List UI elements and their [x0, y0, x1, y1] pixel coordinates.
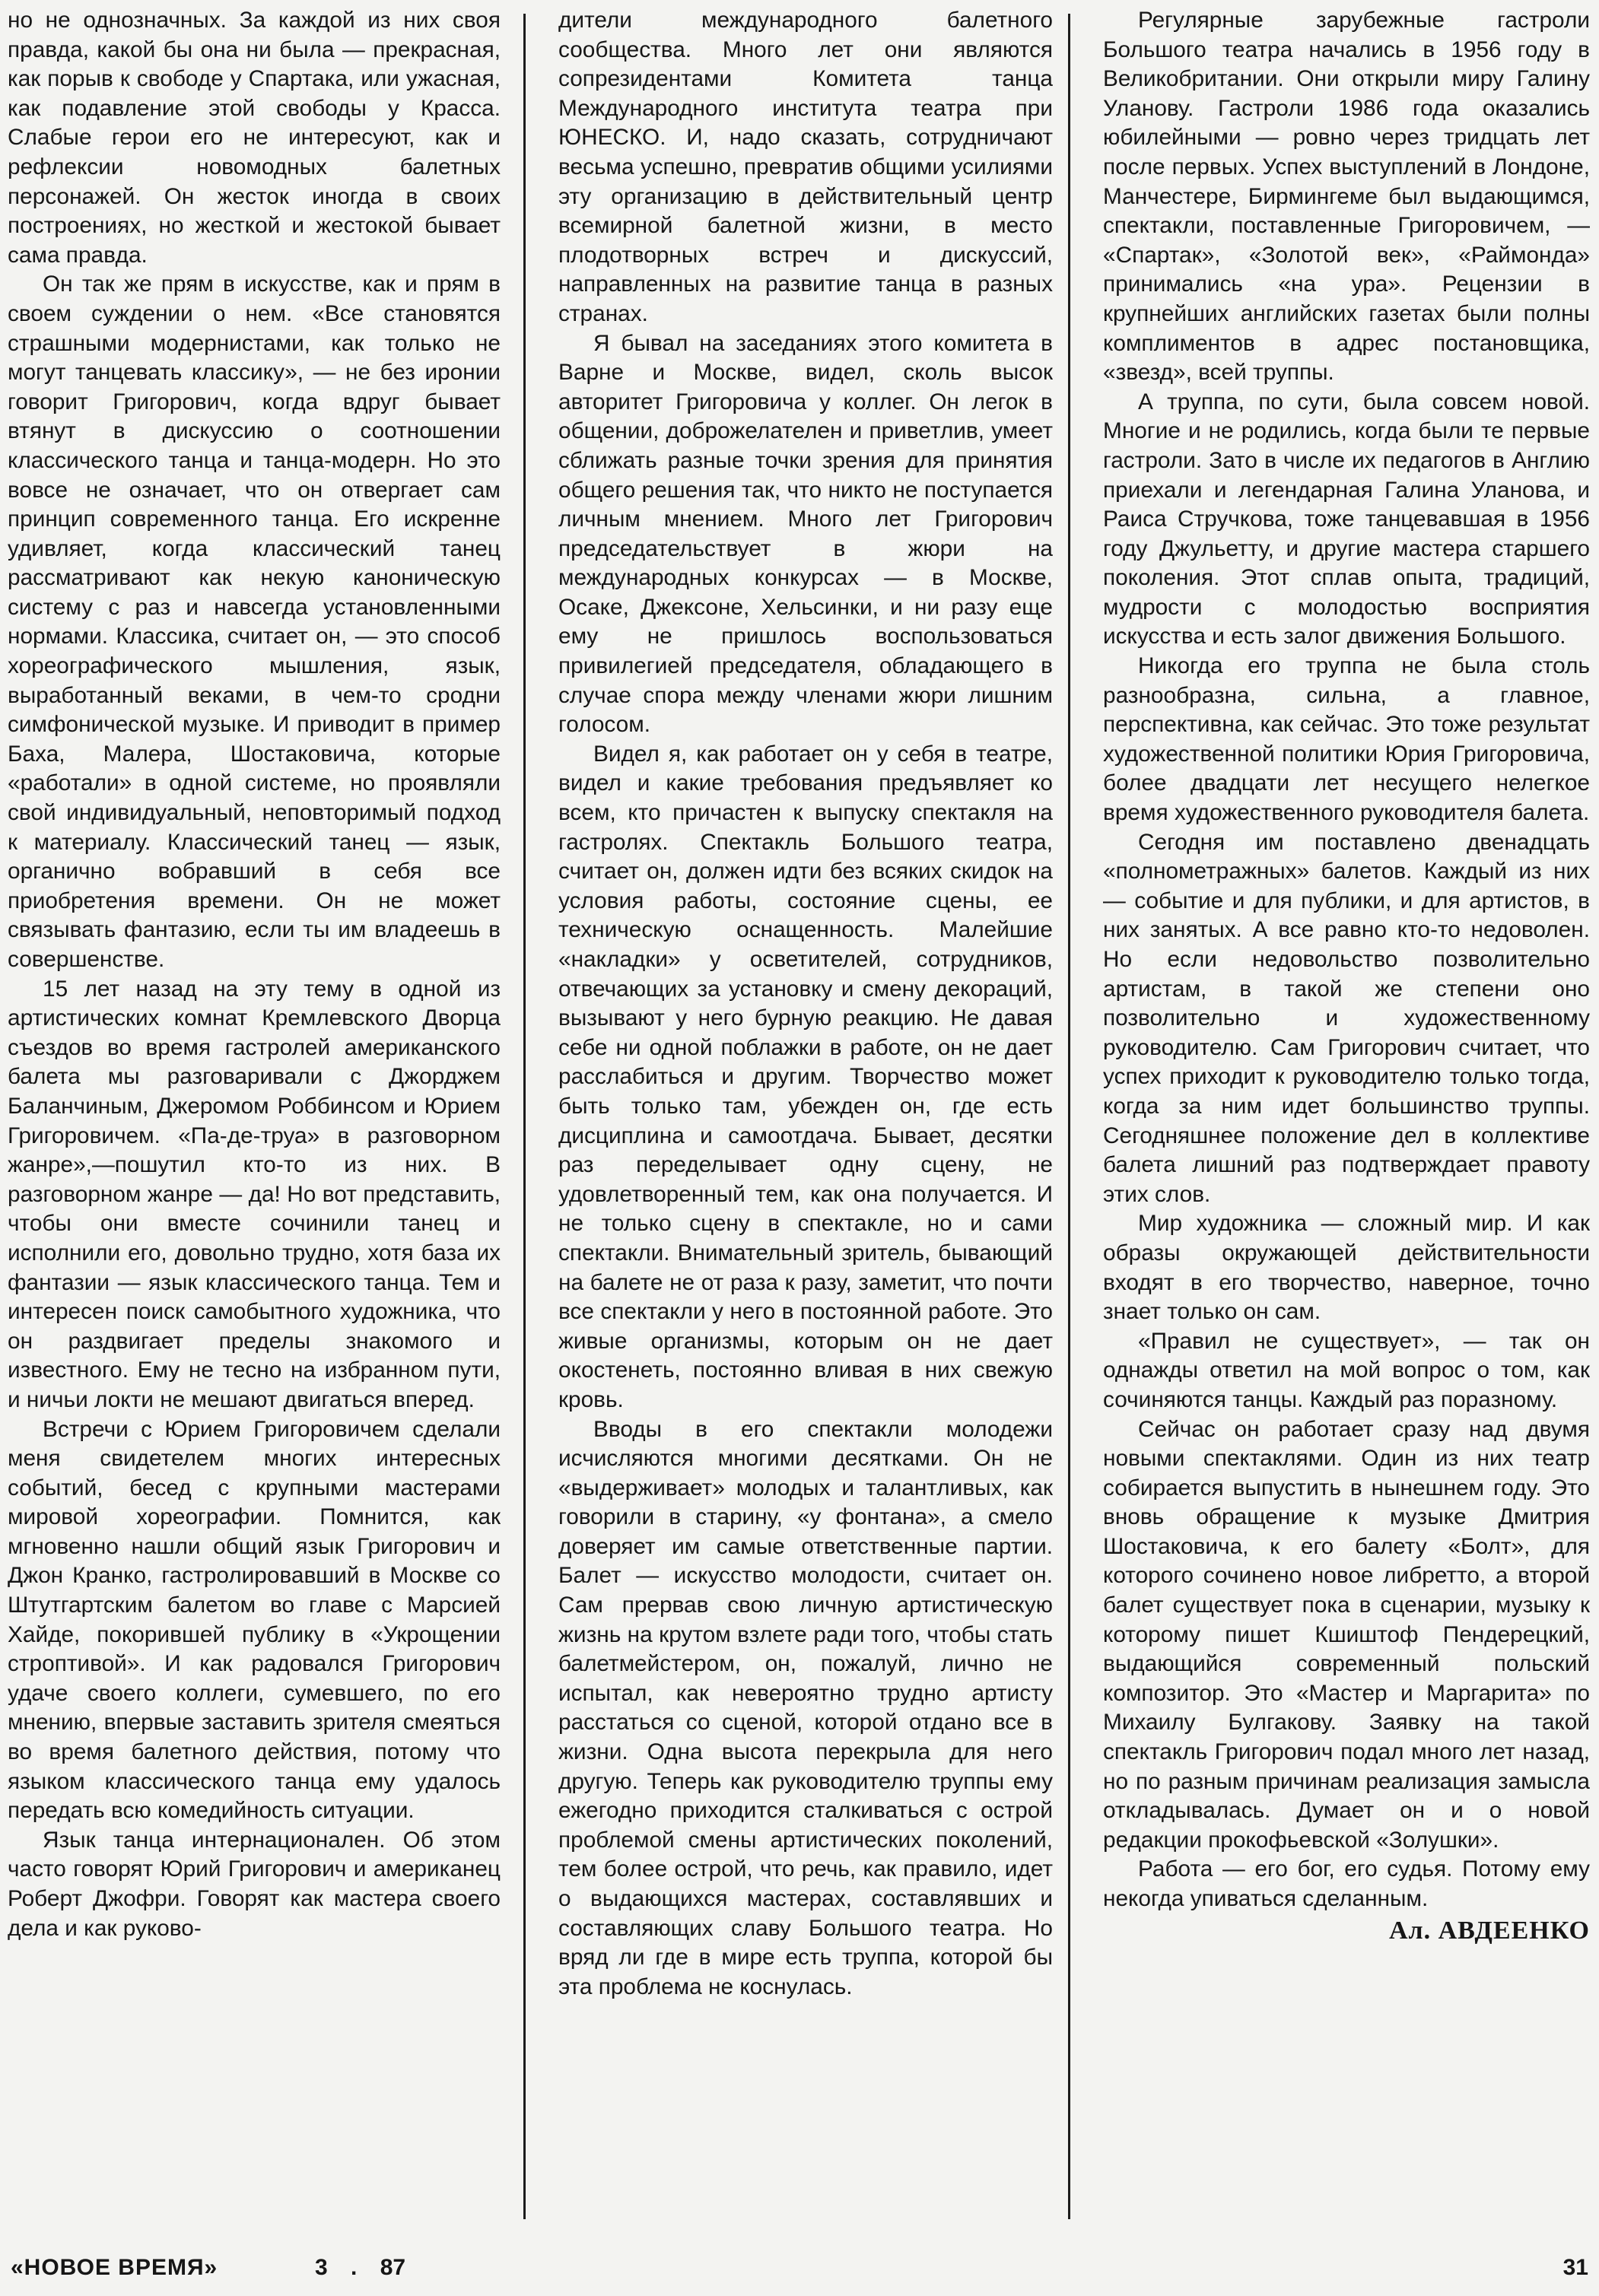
paragraph: Никогда его труппа не была столь разнообразна, сильна, а главное, перспективна, как сейчас. Это тоже результат художественной политики Юрия Григоровича, более двадцати лет несущего нелегкое время художественного руководителя балета. — [1103, 653, 1590, 826]
paragraph: Сейчас он работает сразу над двумя новыми спектаклями. Один из них театр собирается выпустить в нынешнем году. Это вновь обращение к музыке Дмитрия Шостаковича, к его балету «Болт», для которого сочинено новое либретто, а второй балет существует пока в сценарии, музыку к которому пишет Кшиштоф Пендерецкий, выдающийся современный польский композитор. Это «Мастер и Маргарита» по Михаилу Булгакову. Заявку на такой спектакль Григорович подал много лет назад, но по разным причинам реализация замысла откладывалась. Думает он и о новой редакции прокофьевской «Золушки». — [1103, 1416, 1590, 1853]
article-column-3 — [1103, 6, 1590, 2227]
column-divider — [523, 14, 526, 2219]
paragraph: 15 лет назад на эту тему в одной из артистических комнат Кремлевского Дворца съездов во время гастролей американского балета мы разговаривали с Джорджем Баланчиным, Джеромом Роббинсом и Юрием Григоровичем. «Па-де-труа» в разговорном жанре»,—пошутил кто-то из них. В разговорном жанре — да! Но вот представить, чтобы они вместе сочинили танец и исполнили его, довольно трудно, хотя база их фантазии — язык классического танца. Тем и интересен поиск самобытного художника, что он раздвигает пределы знакомого и известного. Ему не тесно на избранном пути, и ничьи локти не мешают двигаться вперед. — [8, 976, 501, 1412]
paragraph: Видел я, как работает он у себя в театре, видел и какие требования предъявляет ко всем, кто причастен к выпуску спектакля на гастролях. Спектакль Большого театра, считает он, должен идти без всяких скидок на условия работы, состояние сцены, ее техническую оснащенность. Малейшие «накладки» у осветителей, сотрудников, отвечающих за установку и смену декораций, вызывают у него бурную реакцию. Не давая себе ни одной поблажки в работе, он не дает расслабиться и другим. Творчество может быть только там, убежден он, где есть дисциплина и самоотдача. Бывает, десятки раз переделывает одну сцену, не удовлетворенный тем, как она получается. И не только сцену в спектакле, но и сами спектакли. Внимательный зритель, бывающий на балете не от раза к разу, заметит, что почти все спектакли у него в постоянной работе. Это живые организмы, которым он не дает окостенеть, постоянно вливая в них свежую кровь. — [558, 741, 1053, 1412]
article-column-1 — [8, 6, 501, 2227]
paragraph: «Правил не существует», — так он однажды ответил на мой вопрос о том, как сочиняются танцы. Каждый раз поразному. — [1103, 1328, 1590, 1412]
author-signature: Ал. АВДЕЕНКО — [1388, 1916, 1590, 1945]
paragraph: Сегодня им поставлено двенадцать «полнометражных» балетов. Каждый из них — событие и для публики, и для артистов, в них занятых. А все равно кто-то недоволен. Но если недовольство позволительно артистам, в такой же степени оно позволительно и художественному руководителю. Сам Григорович считает, что успех приходит к руководителю только тогда, когда за ним идет большинство труппы. Сегодняшнее положение дел в коллективе балета лишний раз подтверждает правоту этих слов. — [1103, 829, 1590, 1207]
paragraph: Я бывал на заседаниях этого комитета в Варне и Москве, видел, сколь высок авторитет Григоровича у коллег. Он легок в общении, доброжелателен и приветлив, умеет сближать разные точки зрения для принятия общего решения так, что никто не поступается личным мнением. Много лет Григорович председательствует в жюри на международных конкурсах — в Москве, Осаке, Джексоне, Хельсинки, и ни разу еще ему не пришлось воспользоваться привилегией председателя, обладающего в случае спора между членами жюри лишним голосом. — [558, 330, 1053, 738]
paragraph: Работа — его бог, его судья. Потому ему некогда упиваться сделанным. — [1103, 1856, 1590, 1911]
article-column-2 — [558, 6, 1053, 2227]
issue-number: 3 . 87 — [315, 2255, 406, 2280]
paragraph: Регулярные зарубежные гастроли Большого театра начались в 1956 году в Великобритании. Они открыли миру Галину Уланову. Гастроли 1986 года оказались юбилейными — ровно через тридцать лет после первых. Успех выступлений в Лондоне, Манчестере, Бирмингеме был выдающимся, спектакли, поставленные Григоровичем, — «Спартак», «Золотой век», «Раймонда» принимались «на ура». Рецензии в крупнейших английских газетах были полны комплиментов в адрес постановщика, «звезд», всей труппы. — [1103, 8, 1590, 386]
paragraph: Вводы в его спектакли молодежи исчисляются многими десятками. Он не «выдерживает» молодых и талантливых, как говорили в старину, «у фонтана», а смело доверяет им самые ответственные партии. Балет — искусство молодости, считает он. Сам прервав свою личную артистическую жизнь на крутом взлете ради того, чтобы стать балетмейстером, он, пожалуй, лично не испытал, как невероятно трудно артисту расстаться со сценой, которой отдано все в жизни. Одна высота перекрыла для него другую. Теперь как руководителю труппы ему ежегодно приходится сталкиваться с острой проблемой смены артистических поколений, тем более острой, что речь, как правило, идет о выдающихся мастерах, составлявших и составляющих славу Большого театра. Но вряд ли где в мире есть труппа, которой бы эта проблема не коснулась. — [558, 1416, 1053, 1999]
paragraph: Он так же прям в искусстве, как и прям в своем суждении о нем. «Все становятся страшными модернистами, как только не могут танцевать классику», — не без иронии говорит Григорович, когда вдруг бывает втянут в дискуссию о соотношении классического танца и танца-модерн. Но это вовсе не означает, что он отвергает сам принцип современного танца. Его искренне удивляет, когда классический танец рассматривают как некую каноническую систему с раз и навсегда установленными нормами. Классика, считает он, — это способ хореографического мышления, язык, выработанный веками, в чем-то сродни симфонической музыке. И приводит в пример Баха, Малера, Шостаковича, которые «работали» в одной системе, но проявляли свой индивидуальный, неповторимый подход к материалу. Классический танец — язык, органично вобравший в себя все приобретения времени. Он не может связывать фантазию, если ты им владеешь в совершенстве. — [8, 272, 501, 972]
publication-name: «НОВОЕ ВРЕМЯ» — [11, 2255, 218, 2280]
paragraph: Мир художника — сложный мир. И как образы окружающей действительности входят в его творчество, наверное, точно знает только он сам. — [1103, 1211, 1590, 1325]
paragraph: дители международного балетного сообщества. Много лет они являются сопрезидентами Комитета танца Международного института театра при ЮНЕСКО. И, надо сказать, сотрудничают весьма успешно, превратив общими усилиями эту организацию в действительный центр всемирной балетной жизни, в место плодотворных встреч и дискуссий, направленных на развитие танца в разных странах. — [558, 8, 1053, 326]
paragraph: но не однозначных. За каждой из них своя правда, какой бы она ни была — прекрасная, как порыв к свободе у Спартака, или ужасная, как подавление этой свободы у Красса. Слабые герои его не интересуют, как и рефлексии новомодных балетных персонажей. Он жесток иногда в своих построениях, но жесткой и жестокой бывает сама правда. — [8, 8, 501, 268]
paragraph: Встречи с Юрием Григоровичем сделали меня свидетелем многих интересных событий, бесед с крупными мастерами мировой хореографии. Помнится, как мгновенно нашли общий язык Григорович и Джон Кранко, гастролировавший в Москве со Штутгартским балетом во главе с Марсией Хайде, покорившей публику в «Укрощении строптивой». И как радовался Григорович удаче своего коллеги, сумевшего, по его мнению, впервые заставить зрителя смеяться во время балетного действия, потому что языком классического танца ему удалось передать всю комедийность ситуации. — [8, 1416, 501, 1824]
page-number: 31 — [1562, 2255, 1588, 2280]
page-footer — [11, 2251, 1588, 2285]
column-divider — [1068, 14, 1070, 2219]
paragraph: А труппа, по сути, была совсем новой. Многие и не родились, когда были те первые гастроли. Зато в числе их педагогов в Англию приехали и легендарная Галина Уланова, и Раиса Стручкова, тоже танцевавшая в 1956 году Джульетту, и другие мастера старшего поколения. Этот сплав опыта, традиций, мудрости с молодостью восприятия искусства и есть залог движения Большого. — [1103, 389, 1590, 649]
paragraph: Язык танца интернационален. Об этом часто говорят Юрий Григорович и американец Роберт Джофри. Говорят как мастера своего дела и как руково- — [8, 1827, 501, 1941]
